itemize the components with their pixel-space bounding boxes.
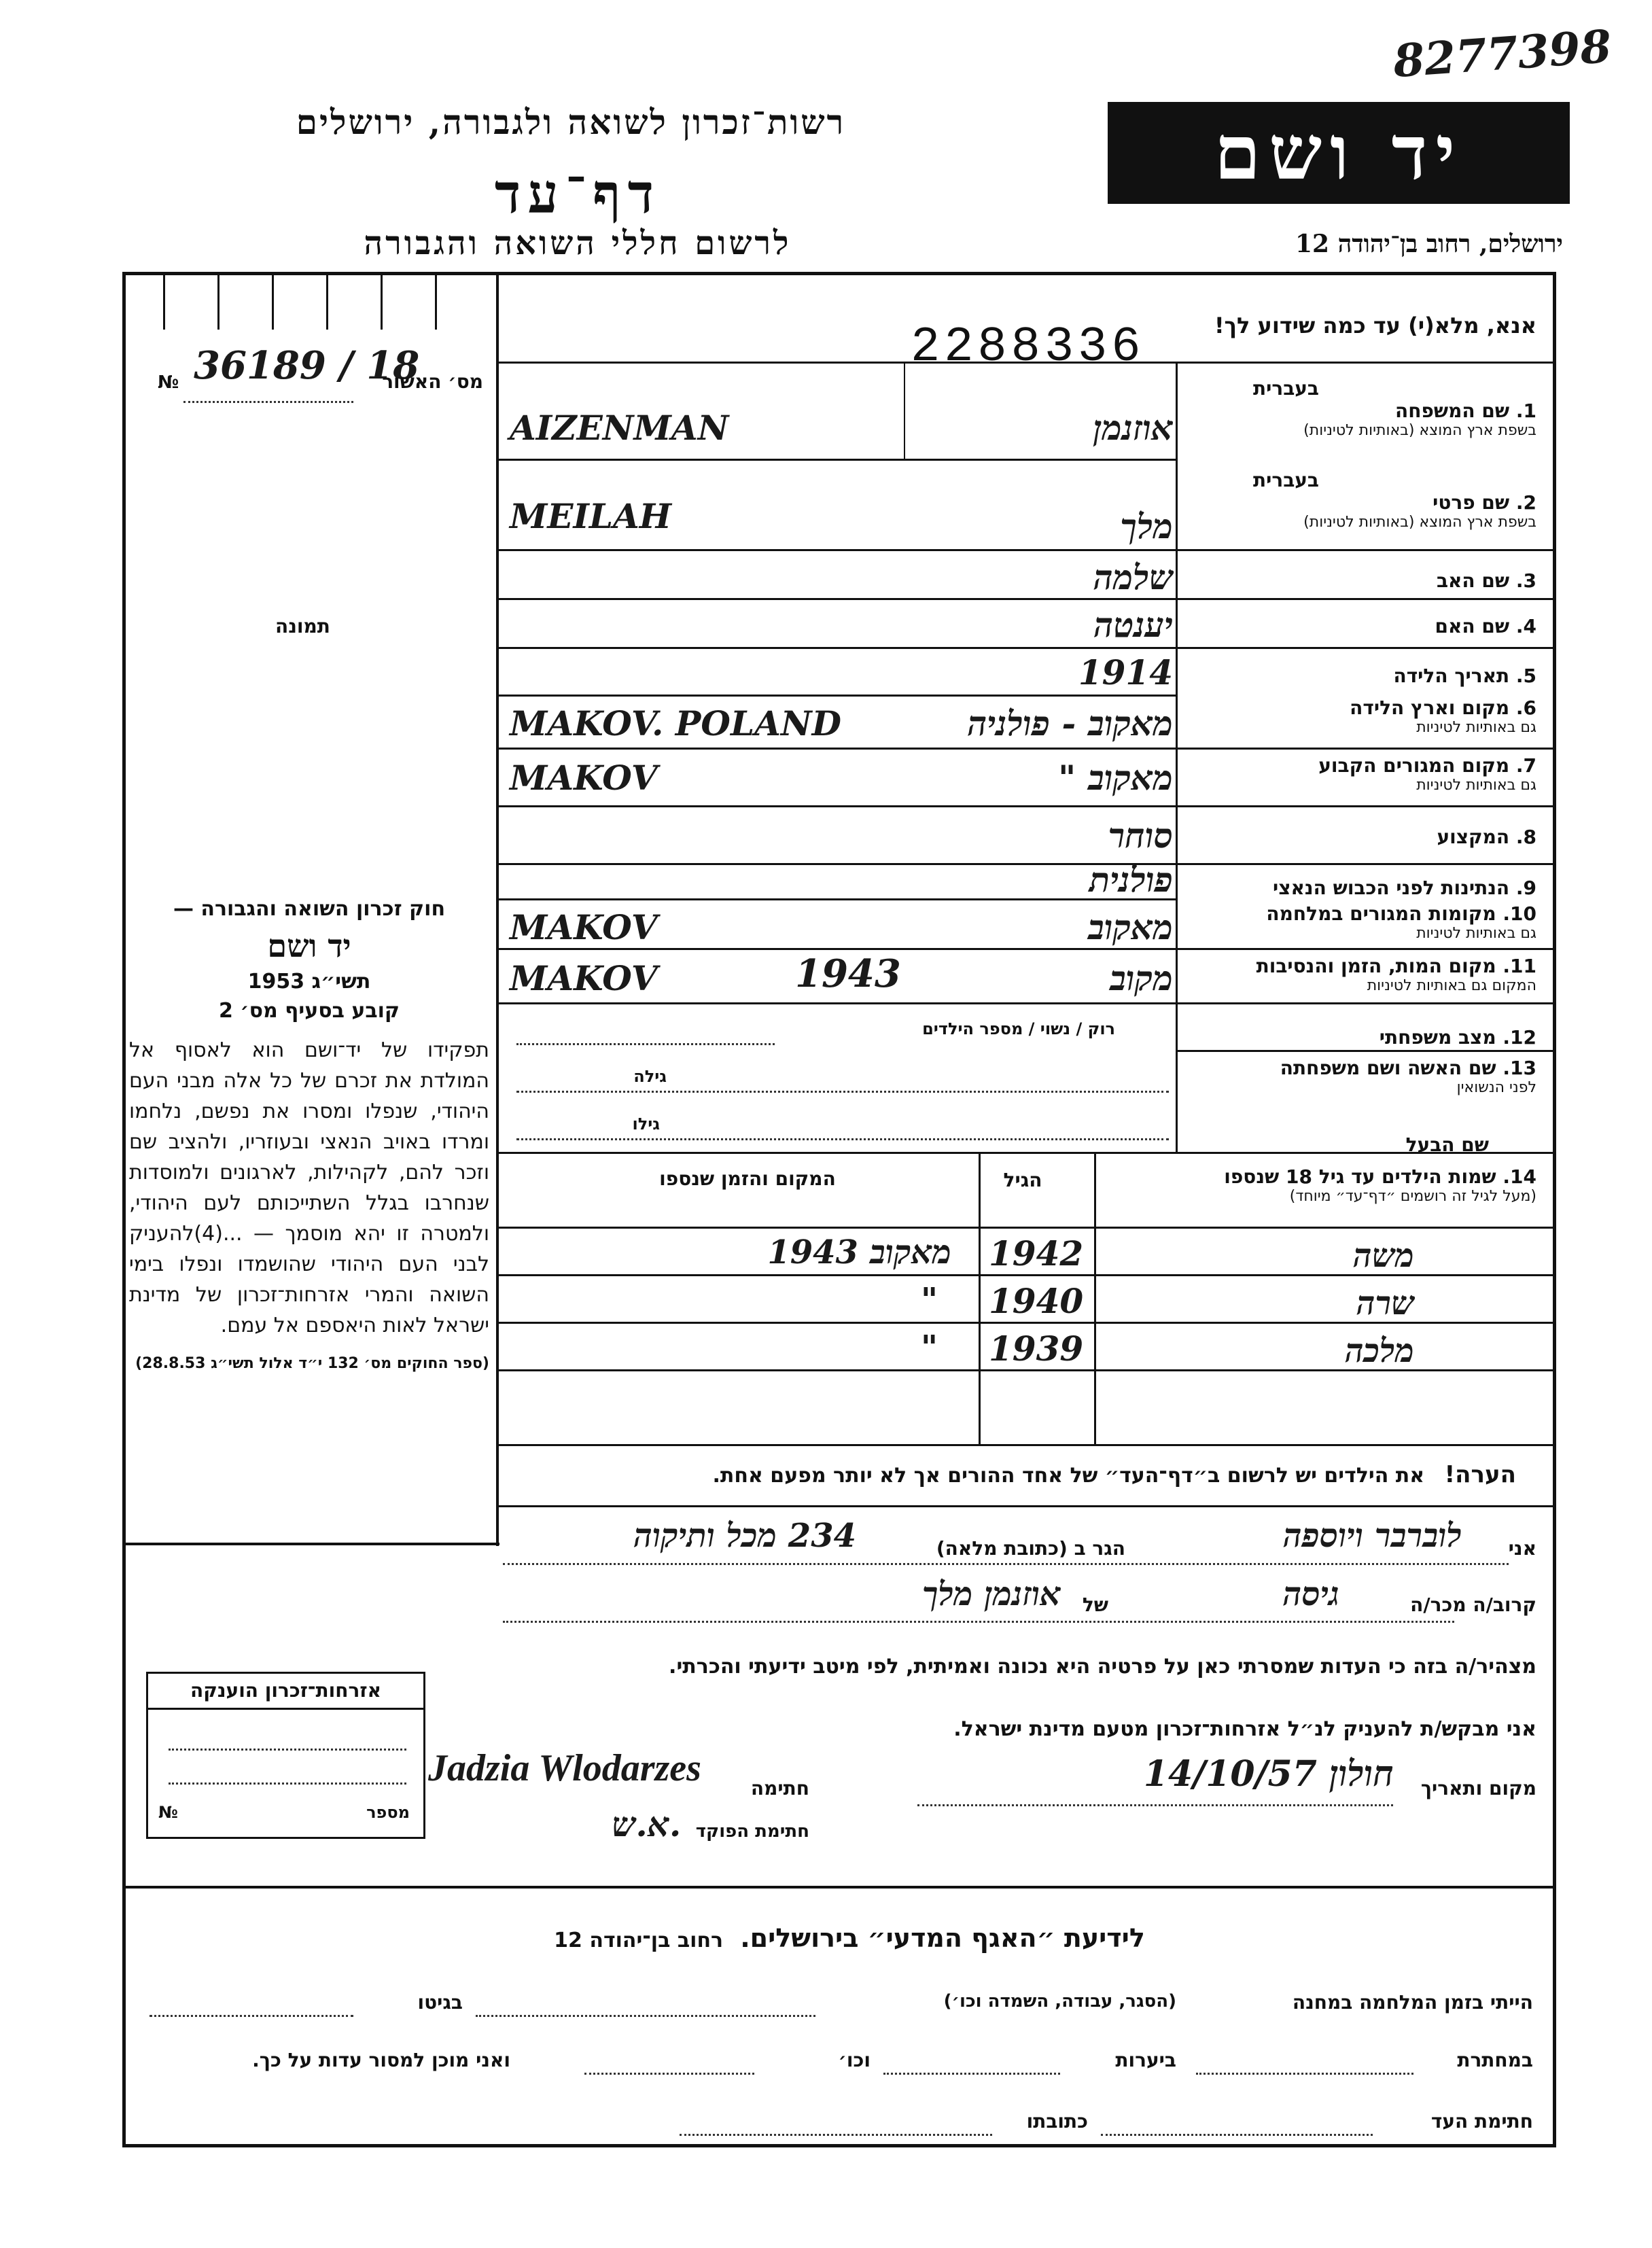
birth-date: 1914 xyxy=(1078,652,1173,692)
field-2-num: 2. xyxy=(1515,491,1536,514)
field-4-label: שם האם xyxy=(1435,615,1510,637)
logo-text: יד ושם xyxy=(1214,109,1464,196)
child-1-age: 1942 xyxy=(989,1233,1084,1274)
field-10-label: מקומות המגורים במלחמה xyxy=(1266,902,1496,925)
record-number: 2288336 xyxy=(911,319,1145,375)
birthplace-hebrew: מאקוב - פולניה xyxy=(967,703,1173,743)
declarant-address: 234 מכל ותיקוה xyxy=(633,1517,856,1555)
field-7-num: 7. xyxy=(1515,754,1536,777)
field-13-num: 13. xyxy=(1502,1057,1536,1079)
field-9-num: 9. xyxy=(1515,877,1536,899)
field-4-num: 4. xyxy=(1515,615,1536,637)
birthplace-latin: MAKOV. POLAND xyxy=(510,703,841,743)
law-text: תפקידו של יד־ושם הוא לאסוף אל המולדת את זכרם של כל אלה מבני העם היהודי, שנפלו ומסרו את נפשם, נלחמו ומרדו באויב הנאצי ובעוזריו, ולהציב שם וזכר להם, לקהילות, לארגונים ולמוסדות שנחרבו בגלל השתייכותם לעם היהודי, ולמטרה זו יהא מוסמך — ...(4)להעניק לבני העם היהודי שהושמדו ונפלו בימי השואה והמרי אזרחות־זכרון של מדינת ישראל לאות היאספם אל עמם. xyxy=(129,1038,489,1337)
law-year: תשי״ג 1953 xyxy=(247,970,371,994)
field-10-sub: גם באותיות לטיניות xyxy=(1416,925,1536,942)
first-name-hebrew: מלך xyxy=(1120,506,1173,546)
field-12-num: 12. xyxy=(1502,1026,1536,1049)
left-column-border xyxy=(496,275,499,1546)
residence-latin: MAKOV xyxy=(510,758,658,798)
children-age-header: הגיל xyxy=(1003,1169,1042,1191)
child-3-name: מלכה xyxy=(1345,1332,1414,1370)
of-name: אוזנמן מלך xyxy=(922,1575,1061,1613)
field-2-label: שם פרטי xyxy=(1433,491,1510,514)
field-5-label: תאריך הלידה xyxy=(1393,665,1510,687)
info-camp-field[interactable] xyxy=(476,2015,815,2017)
field-6-label: מקום וארץ הלידה xyxy=(1350,697,1510,719)
field-1-heading: בעברית xyxy=(1252,377,1319,400)
citizenship-number-label: מספר xyxy=(366,1803,410,1822)
info-address-label: כתובתו xyxy=(1026,2110,1088,2132)
field-2-heading: בעברית xyxy=(1252,469,1319,491)
of-label: של xyxy=(1082,1594,1108,1616)
wartime-residence-latin: MAKOV xyxy=(510,907,658,947)
death-place-hebrew: מקוב xyxy=(1109,958,1173,998)
wartime-residence-hebrew: מאקוב xyxy=(1087,907,1173,947)
occupation: סוחר xyxy=(1108,815,1173,856)
info-address-field[interactable] xyxy=(680,2134,992,2136)
field-6-num: 6. xyxy=(1515,697,1536,719)
relation-value: גיסה xyxy=(1282,1575,1339,1613)
field-11-num: 11. xyxy=(1502,955,1536,977)
child-2-age: 1940 xyxy=(989,1281,1084,1321)
child-3-age: 1939 xyxy=(989,1329,1084,1369)
form-subtitle: לרשום חללי השואה והגבורה xyxy=(364,224,792,262)
child-1-name: משה xyxy=(1352,1237,1414,1275)
field-1-num: 1. xyxy=(1515,400,1536,422)
info-header xyxy=(476,1923,1223,1953)
request-text: אנא, מלא(י) עד כמה שידוע לך! xyxy=(1214,313,1536,338)
marital-options: רוק / נשוי / מספר הילדים xyxy=(922,1019,1115,1038)
citizenship-box xyxy=(146,1672,425,1839)
children-title: שמות הילדים עד גיל 18 שנספו xyxy=(1224,1165,1496,1188)
remark-label: הערה! xyxy=(1444,1461,1516,1488)
authority-name: רשות־זכרון לשואה ולגבורה, ירושלים xyxy=(296,102,846,142)
citizenship: פולנית xyxy=(1089,860,1173,900)
death-year: 1943 xyxy=(795,951,901,996)
declarant-name: לוברבר ויוספה xyxy=(1282,1517,1462,1555)
info-witness-sig-label: חתימת העד xyxy=(1430,2110,1533,2132)
children-note: (מעל לגיל זה רושמים ״דף־עד״ מיוחד) xyxy=(1289,1188,1536,1205)
form-title: דף־עד xyxy=(494,162,661,226)
approval-no-sign: № xyxy=(158,372,179,393)
info-ghetto-field[interactable] xyxy=(150,2015,353,2017)
place-date-label: מקום ותאריך xyxy=(1420,1777,1536,1799)
residence-hebrew: מאקוב " xyxy=(1058,758,1173,798)
info-forests-field[interactable] xyxy=(883,2073,1060,2075)
law-box xyxy=(129,897,489,1375)
officer-signature: א.ש. xyxy=(612,1804,682,1844)
field-1-label: שם המשפחה xyxy=(1395,400,1510,422)
field-3-label: שם האב xyxy=(1436,569,1510,592)
info-title: לידיעת ״האגף המדעי״ בירושלים. xyxy=(740,1923,1145,1953)
request-citizenship: אני מבקש/ת להעניק לנ״ל אזרחות־זכרון מטעם מדינת ישראל. xyxy=(953,1717,1536,1741)
resides-label: הגר ב (כתובת מלאה) xyxy=(936,1537,1125,1560)
info-underground-field[interactable] xyxy=(1196,2073,1413,2075)
info-witness-sig-field[interactable] xyxy=(1101,2134,1373,2136)
field-2-sub: בשפת ארץ המוצא (באותיות לטיניות) xyxy=(1303,514,1536,531)
surname-latin: AIZENMAN xyxy=(510,408,729,448)
place-date-value: חולון 14/10/57 xyxy=(1143,1753,1394,1795)
approval-number: 36189 / 18 xyxy=(194,343,420,388)
child-1-place: מאקוב 1943 xyxy=(767,1233,951,1271)
citizenship-no-sign: № xyxy=(158,1803,178,1822)
info-ghetto-label: בגיטו xyxy=(417,1991,463,2014)
declaration-text: מצהיר/ה בזה כי העדות שמסרתי כאן על פרטיה היא נכונה ואמיתית, לפי מיטב ידיעתי והכרתי. xyxy=(669,1655,1536,1679)
field-12-label: מצב משפחתי xyxy=(1379,1026,1496,1049)
child-2-place: " xyxy=(920,1281,938,1319)
wife-value: גילה xyxy=(633,1067,667,1086)
first-name-latin: MEILAH xyxy=(510,496,672,536)
field-1-sub: בשפת ארץ המוצא (באותיות לטיניות) xyxy=(1303,422,1536,439)
death-place-latin: MAKOV xyxy=(510,958,658,998)
photo-label: תמונה xyxy=(275,615,330,637)
remark xyxy=(531,1461,1516,1488)
yad-vashem-logo xyxy=(1108,102,1570,204)
declarant-signature: Jadzia Wlodarzes xyxy=(428,1747,701,1789)
surname-hebrew: אוזנמן xyxy=(1093,408,1173,448)
mother-name: יענטה xyxy=(1093,605,1173,645)
info-forests-label: ביערות xyxy=(1115,2049,1176,2071)
citizenship-box-title: אזרחות־זכרון הוענקה xyxy=(190,1679,381,1702)
info-etc-field[interactable] xyxy=(584,2073,754,2075)
law-clause: קובע בסעיף מס׳ 2 xyxy=(218,999,400,1023)
info-testimony-label: ואני מוכן למסור עדות על כך. xyxy=(252,2049,510,2071)
field-8-num: 8. xyxy=(1515,826,1536,848)
father-name: שלמה xyxy=(1093,557,1173,597)
approval-label: מס׳ האשור xyxy=(382,370,483,393)
label-column-border xyxy=(1176,364,1178,1152)
children-num: 14. xyxy=(1502,1165,1536,1188)
field-3-num: 3. xyxy=(1515,569,1536,592)
field-11-sub: המקום גם באותיות לטיניות xyxy=(1367,977,1536,994)
relative-label: קרוב/ה מכר/ה xyxy=(1410,1594,1536,1616)
info-etc-label: וכו׳ xyxy=(838,2049,871,2071)
law-name: יד ושם xyxy=(267,928,351,964)
field-11-label: מקום המות, הזמן והנסיבות xyxy=(1256,955,1496,977)
field-13-sub: לפני הנשואין xyxy=(1456,1079,1536,1096)
field-9-label: הנתינות לפני הכבוש הנאצי xyxy=(1273,877,1510,899)
header-address: ירושלים, רחוב בן־יהודה 12 xyxy=(1295,230,1563,258)
field-10-num: 10. xyxy=(1502,902,1536,925)
info-camp-types: (הסגר, עבודה, השמדה וכו׳) xyxy=(943,1991,1176,2012)
info-address: רחוב בן־יהודה 12 xyxy=(554,1929,724,1952)
field-6-sub: גם באותיות לטיניות xyxy=(1416,719,1536,736)
field-8-label: המקצוע xyxy=(1437,826,1510,848)
law-source: (ספר החוקים מס׳ 132 י״ד אלול תשי״ג 28.8.53) xyxy=(135,1355,489,1372)
info-camp-label: הייתי בזמן המלחמה במחנה xyxy=(1292,1991,1533,2014)
signature-label: חתימה xyxy=(750,1777,809,1799)
field-5-num: 5. xyxy=(1515,665,1536,687)
declarant-i-label: אני xyxy=(1508,1537,1536,1560)
husband-value: גילו xyxy=(632,1114,660,1134)
field-13-label: שם האשה ושם משפחתה xyxy=(1280,1057,1496,1079)
archive-number: 8277398 xyxy=(1391,19,1613,88)
children-place-header: המקום והזמן שנספו xyxy=(659,1167,836,1190)
info-underground-label: במחתרת xyxy=(1457,2049,1533,2071)
officer-label: חתימת הפוקד xyxy=(695,1821,809,1842)
law-title: חוק זכרון השואה והגבורה — xyxy=(173,897,446,921)
field-7-label: מקום המגורים הקבוע xyxy=(1318,754,1510,777)
child-3-place: " xyxy=(920,1329,938,1367)
husband-label: שם הבעל xyxy=(1405,1134,1489,1156)
field-7-sub: גם באותיות לטיניות xyxy=(1416,777,1536,794)
child-2-name: שרה xyxy=(1356,1284,1414,1322)
remark-text: את הילדים יש לרשום ב״דף־העד״ של אחד ההורים אך לא יותר מפעם אחת. xyxy=(712,1464,1425,1488)
